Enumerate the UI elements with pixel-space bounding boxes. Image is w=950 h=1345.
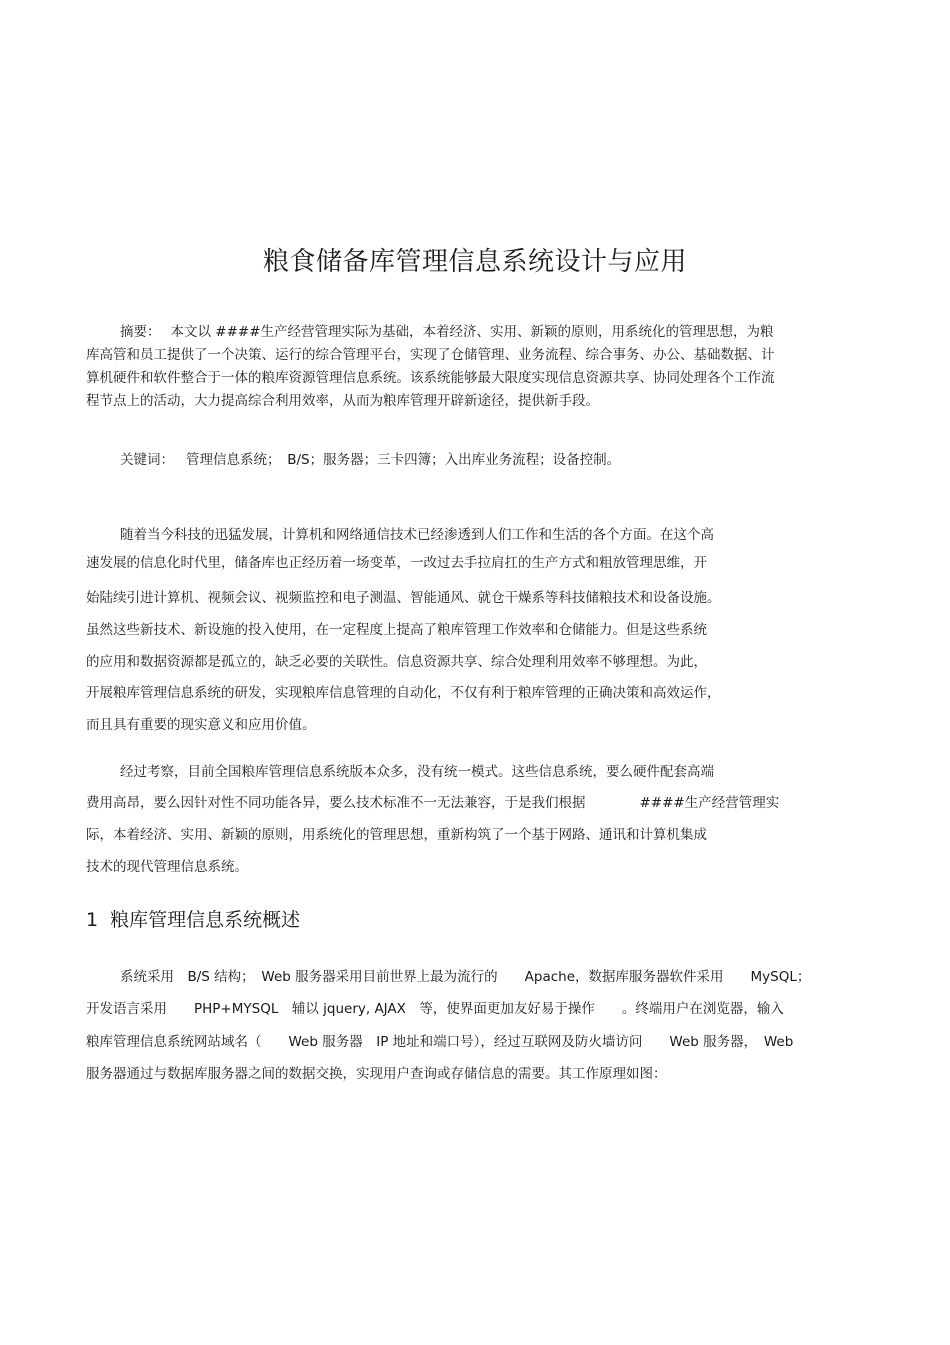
- paragraph2-line: 费用高昂，要么因针对性不同功能各异，要么技术标准不一无法兼容，于是我们根据 ####生产经营管理实: [86, 795, 780, 811]
- paragraph3-line: 服务器通过与数据库服务器之间的数据交换，实现用户查询或存储信息的需要。其工作原理如图：: [86, 1066, 667, 1082]
- paragraph2-line: 经过考察，目前全国粮库管理信息系统版本众多，没有统一模式。这些信息系统，要么硬件配套高端: [120, 764, 714, 780]
- paragraph2-line: 际，本着经济、实用、新颖的原则，用系统化的管理思想，重新构筑了一个基于网路、通讯和计算机集成: [86, 827, 707, 843]
- page-title: 粮食储备库管理信息系统设计与应用: [262, 247, 687, 277]
- section-number: 1: [86, 909, 99, 931]
- section-title: 粮库管理信息系统概述: [110, 909, 301, 931]
- abstract: [86, 321, 786, 413]
- paragraph1-line: 开展粮库管理信息系统的研发，实现粮库信息管理的自动化，不仅有利于粮库管理的正确决策和高效运作，: [86, 685, 721, 701]
- abstract-text: 本文以 ####生产经营管理实际为基础，本着经济、实用、新颖的原则，用系统化的管理思想，为粮库高管和员工提供了一个决策、运行的综合管理平台，实现了仓储管理、业务流程、综合事务、办公、基础数据、计算机硬件和软件整合于一体的粮库资源管理信息系统。该系统能够最大限度实现信息资源共享、协同处理各个工作流程节点上的活动，大力提高综合利用效率，从而为粮库管理开辟新途径，提供新手段。: [86, 324, 775, 409]
- section-heading: [86, 906, 300, 934]
- paragraph1-line: 速发展的信息化时代里，储备库也正经历着一场变革，一改过去手拉肩扛的生产方式和粗放管理思维，开: [86, 555, 707, 571]
- paragraph1-line: 虽然这些新技术、新设施的投入使用，在一定程度上提高了粮库管理工作效率和仓储能力。但是这些系统: [86, 622, 707, 638]
- paragraph1-line: 而且具有重要的现实意义和应用价值。: [86, 717, 316, 733]
- paragraph2-line: 技术的现代管理信息系统。: [86, 859, 248, 875]
- paragraph1-line: 始陆续引进计算机、视频会议、视频监控和电子测温、智能通风、就仓干燥系等科技储粮技术和设备设施。: [86, 590, 721, 606]
- keywords-label: 关键词：: [120, 452, 174, 468]
- paragraph1-line: 随着当今科技的迅猛发展，计算机和网络通信技术已经渗透到人们工作和生活的各个方面。在这个高: [120, 527, 714, 543]
- paragraph3-line: 系统采用 B/S 结构； Web 服务器采用目前世界上最为流行的 Apache，数据库服务器软件采用 MySQL；: [120, 969, 811, 985]
- paragraph1-line: 的应用和数据资源都是孤立的，缺乏必要的关联性。信息资源共享、综合处理利用效率不够理想。为此，: [86, 654, 707, 670]
- keywords: [120, 449, 820, 472]
- keywords-text: 管理信息系统； B/S；服务器；三卡四簿；入出库业务流程；设备控制。: [186, 452, 621, 468]
- abstract-label: 摘要：: [120, 324, 161, 340]
- paragraph3-line: 开发语言采用 PHP+MYSQL 辅以 jquery, AJAX 等，使界面更加友好易于操作 。终端用户在浏览器，输入: [86, 1001, 784, 1017]
- paragraph3-line: 粮库管理信息系统网站域名（ Web 服务器 IP 地址和端口号），经过互联网及防火墙访问 Web 服务器， Web: [86, 1034, 794, 1050]
